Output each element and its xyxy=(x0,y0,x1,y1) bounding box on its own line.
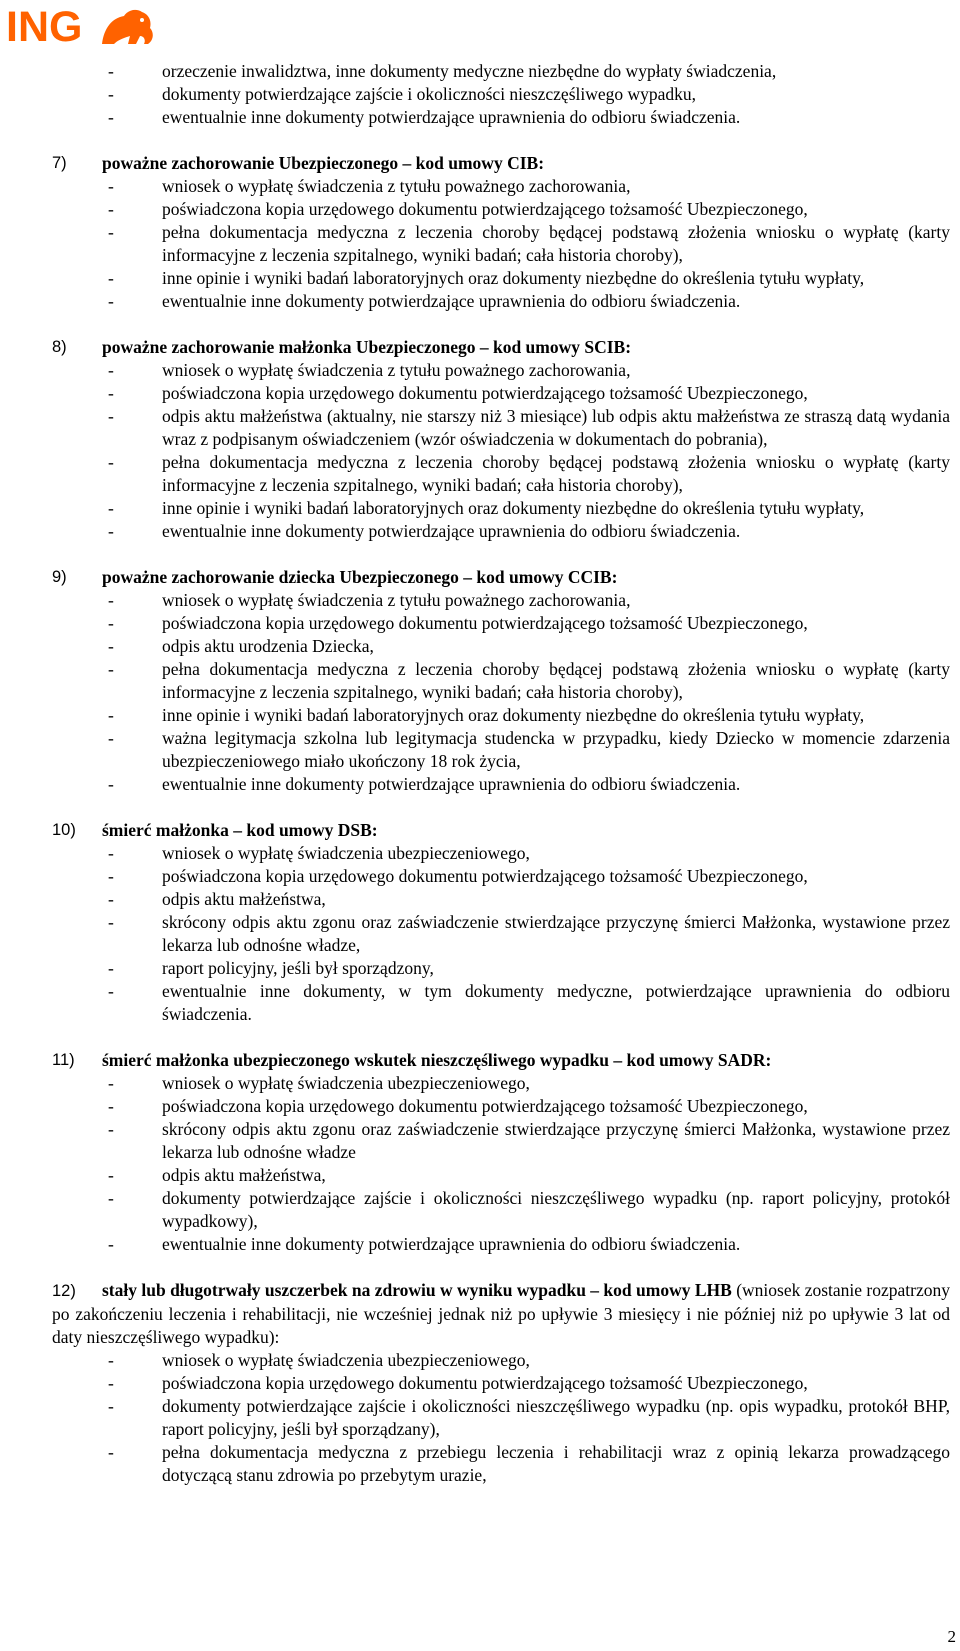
list-item-text: raport policyjny, jeśli był sporządzony, xyxy=(162,958,434,978)
list-dash: - xyxy=(108,636,114,656)
section-number: 10) xyxy=(52,821,76,839)
list-dash: - xyxy=(108,1234,114,1254)
list-dash: - xyxy=(108,521,114,541)
list-item-text: ewentualnie inne dokumenty potwierdzające uprawnienia do odbioru świadczenia. xyxy=(162,1234,741,1254)
list-item xyxy=(52,842,950,865)
list-item xyxy=(52,957,950,980)
list-item xyxy=(52,658,950,704)
section-title: śmierć małżonka ubezpieczonego wskutek nieszczęśliwego wypadku – kod umowy SADR: xyxy=(102,1050,772,1070)
list-dash: - xyxy=(108,866,114,886)
list-item xyxy=(52,980,950,1026)
list-dash: - xyxy=(108,268,114,288)
ing-logo xyxy=(6,4,156,50)
list-item-text: wniosek o wypłatę świadczenia ubezpieczeniowego, xyxy=(162,1350,530,1370)
list-item-text: skrócony odpis aktu zgonu oraz zaświadczenie stwierdzające przyczynę śmierci Małżonka, wystawione przez lekarza lub odnośne władze xyxy=(162,1119,950,1162)
list-item-text: poświadczona kopia urzędowego dokumentu potwierdzającego tożsamość Ubezpieczonego, xyxy=(162,1373,808,1393)
list-item xyxy=(52,1118,950,1164)
list-dash: - xyxy=(108,360,114,380)
list-item-text: ewentualnie inne dokumenty potwierdzające uprawnienia do odbioru świadczenia. xyxy=(162,774,741,794)
list-item xyxy=(52,198,950,221)
section-title-wrap xyxy=(102,152,950,175)
list-item xyxy=(52,1233,950,1256)
list-dash: - xyxy=(108,1350,114,1370)
list-item xyxy=(52,589,950,612)
list-item-text: dokumenty potwierdzające zajście i okoliczności nieszczęśliwego wypadku (np. opis wypadku, protokół BHP, raport policyjny, jeśli był sporządzany), xyxy=(162,1396,950,1439)
list-dash: - xyxy=(108,1396,114,1416)
list-item-text: inne opinie i wyniki badań laboratoryjnych oraz dokumenty niezbędne do określenia tytułu wypłaty, xyxy=(162,705,865,725)
list-dash: - xyxy=(108,889,114,909)
list-dash: - xyxy=(108,613,114,633)
section-number: 9) xyxy=(52,568,67,586)
list-item xyxy=(52,865,950,888)
list-item xyxy=(52,888,950,911)
section-heading xyxy=(52,1279,950,1349)
list-item-text: inne opinie i wyniki badań laboratoryjnych oraz dokumenty niezbędne do określenia tytułu wypłaty, xyxy=(162,498,865,518)
list-item-text: wniosek o wypłatę świadczenia ubezpieczeniowego, xyxy=(162,1073,530,1093)
list-dash: - xyxy=(108,1442,114,1462)
list-dash: - xyxy=(108,291,114,311)
list-item xyxy=(52,106,950,129)
list-item-text: dokumenty potwierdzające zajście i okoliczności nieszczęśliwego wypadku, xyxy=(162,84,697,104)
list-item xyxy=(52,635,950,658)
section-title: śmierć małżonka – kod umowy DSB: xyxy=(102,820,378,840)
list-item xyxy=(52,1187,950,1233)
list-dash: - xyxy=(108,659,114,679)
section-title-wrap xyxy=(102,819,950,842)
list-item xyxy=(52,451,950,497)
list-dash: - xyxy=(108,1119,114,1139)
logo-text: ING xyxy=(6,3,83,51)
list-dash: - xyxy=(108,843,114,863)
section xyxy=(52,1279,950,1487)
list-dash: - xyxy=(108,981,114,1001)
list-item-text: ważna legitymacja szkolna lub legitymacja studencka w przypadku, kiedy Dziecko w momencie zdarzenia ubezpieczeniowego miało ukończony 18 rok życia, xyxy=(162,728,950,771)
list-item xyxy=(52,1164,950,1187)
list-dash: - xyxy=(108,176,114,196)
list-item xyxy=(52,773,950,796)
list-dash: - xyxy=(108,705,114,725)
list-item xyxy=(52,704,950,727)
list-dash: - xyxy=(108,222,114,242)
list-item xyxy=(52,1095,950,1118)
list-dash: - xyxy=(108,590,114,610)
list-dash: - xyxy=(108,452,114,472)
list-item-text: pełna dokumentacja medyczna z przebiegu leczenia i rehabilitacji wraz z opinią lekarza prowadzącego dotyczącą stanu zdrowia po przebytym urazie, xyxy=(162,1442,950,1485)
section-note: (wniosek zostanie rozpatrzony po zakończeniu leczenia i rehabilitacji, nie wcześniej jednak niż po upływie 3 miesięcy i nie później niż po upływie 3 lat od daty nieszczęśliwego wypadku): xyxy=(52,1280,950,1347)
section xyxy=(52,819,950,1026)
list-item-text: odpis aktu małżeństwa (aktualny, nie starszy niż 3 miesiące) lub odpis aktu małżeństwa ze straszą datą wydania wraz z podpisanym oświadczeniem (wzór oświadczenia w dokumentach do pobrania), xyxy=(162,406,950,449)
list-item-text: pełna dokumentacja medyczna z leczenia choroby będącej podstawą złożenia wniosku o wypłatę (karty informacyjne z leczenia szpitalnego, wyniki badań; cała historia choroby), xyxy=(162,452,950,495)
list-item xyxy=(52,497,950,520)
document-body xyxy=(52,60,950,1487)
section-title: poważne zachorowanie Ubezpieczonego – kod umowy CIB: xyxy=(102,153,545,173)
section xyxy=(52,336,950,543)
section-number: 8) xyxy=(52,338,67,356)
list-item-text: poświadczona kopia urzędowego dokumentu potwierdzającego tożsamość Ubezpieczonego, xyxy=(162,383,808,403)
list-item-text: poświadczona kopia urzędowego dokumentu potwierdzającego tożsamość Ubezpieczonego, xyxy=(162,866,808,886)
list-dash: - xyxy=(108,84,114,104)
list-item xyxy=(52,83,950,106)
list-item-text: poświadczona kopia urzędowego dokumentu potwierdzającego tożsamość Ubezpieczonego, xyxy=(162,199,808,219)
section-heading xyxy=(52,819,950,842)
section-heading xyxy=(52,152,950,175)
list-dash: - xyxy=(108,498,114,518)
list-item xyxy=(52,359,950,382)
list-item-text: ewentualnie inne dokumenty potwierdzające uprawnienia do odbioru świadczenia. xyxy=(162,291,741,311)
list-dash: - xyxy=(108,1073,114,1093)
section-heading xyxy=(52,336,950,359)
list-item-text: wniosek o wypłatę świadczenia z tytułu poważnego zachorowania, xyxy=(162,590,631,610)
list-item xyxy=(52,1349,950,1372)
list-item-text: poświadczona kopia urzędowego dokumentu potwierdzającego tożsamość Ubezpieczonego, xyxy=(162,1096,808,1116)
list-item xyxy=(52,1372,950,1395)
list-item xyxy=(52,520,950,543)
section-heading xyxy=(52,566,950,589)
page-number: 2 xyxy=(947,1627,956,1646)
list-item-text: pełna dokumentacja medyczna z leczenia choroby będącej podstawą złożenia wniosku o wypłatę (karty informacyjne z leczenia szpitalnego, wyniki badań; cała historia choroby), xyxy=(162,222,950,265)
list-item-text: odpis aktu małżeństwa, xyxy=(162,1165,326,1185)
list-dash: - xyxy=(108,1188,114,1208)
section-title: stały lub długotrwały uszczerbek na zdrowiu w wyniku wypadku – kod umowy LHB xyxy=(102,1280,732,1300)
list-item xyxy=(52,267,950,290)
section-title-wrap xyxy=(102,1049,950,1072)
section xyxy=(52,1049,950,1256)
list-item-text: orzeczenie inwalidztwa, inne dokumenty medyczne niezbędne do wypłaty świadczenia, xyxy=(162,61,777,81)
section xyxy=(52,152,950,313)
list-item xyxy=(52,382,950,405)
list-item-text: wniosek o wypłatę świadczenia z tytułu poważnego zachorowania, xyxy=(162,360,631,380)
section-title: poważne zachorowanie małżonka Ubezpieczonego – kod umowy SCIB: xyxy=(102,337,632,357)
list-item-text: odpis aktu małżeństwa, xyxy=(162,889,326,909)
section-title-wrap xyxy=(52,1280,950,1347)
section-title-wrap xyxy=(102,566,950,589)
list-item-text: pełna dokumentacja medyczna z leczenia choroby będącej podstawą złożenia wniosku o wypłatę (karty informacyjne z leczenia szpitalnego, wyniki badań; cała historia choroby), xyxy=(162,659,950,702)
list-dash: - xyxy=(108,1096,114,1116)
list-item-text: dokumenty potwierdzające zajście i okoliczności nieszczęśliwego wypadku (np. raport policyjny, protokół wypadkowy), xyxy=(162,1188,950,1231)
list-item-text: odpis aktu urodzenia Dziecka, xyxy=(162,636,374,656)
list-item xyxy=(52,727,950,773)
lion-icon xyxy=(98,6,158,50)
list-item xyxy=(52,1441,950,1487)
list-item-text: wniosek o wypłatę świadczenia z tytułu poważnego zachorowania, xyxy=(162,176,631,196)
list-item-text: ewentualnie inne dokumenty, w tym dokumenty medyczne, potwierdzające uprawnienia do odbioru świadczenia. xyxy=(162,981,950,1024)
list-dash: - xyxy=(108,774,114,794)
section-title-wrap xyxy=(102,336,950,359)
list-item-text: skrócony odpis aktu zgonu oraz zaświadczenie stwierdzające przyczynę śmierci Małżonka, wystawione przez lekarza lub odnośne władze, xyxy=(162,912,950,955)
section-heading xyxy=(52,1049,950,1072)
list-dash: - xyxy=(108,199,114,219)
list-dash: - xyxy=(108,383,114,403)
list-item xyxy=(52,1395,950,1441)
list-dash: - xyxy=(108,1373,114,1393)
list-dash: - xyxy=(108,107,114,127)
list-item-text: poświadczona kopia urzędowego dokumentu potwierdzającego tożsamość Ubezpieczonego, xyxy=(162,613,808,633)
section xyxy=(52,566,950,796)
list-item xyxy=(52,60,950,83)
list-dash: - xyxy=(108,61,114,81)
list-item xyxy=(52,175,950,198)
list-item xyxy=(52,911,950,957)
list-dash: - xyxy=(108,406,114,426)
list-item-text: wniosek o wypłatę świadczenia ubezpieczeniowego, xyxy=(162,843,530,863)
section-number: 11) xyxy=(52,1051,75,1069)
list-item-text: ewentualnie inne dokumenty potwierdzające uprawnienia do odbioru świadczenia. xyxy=(162,107,741,127)
list-dash: - xyxy=(108,728,114,748)
list-dash: - xyxy=(108,1165,114,1185)
list-dash: - xyxy=(108,912,114,932)
list-item xyxy=(52,612,950,635)
section-number: 12) xyxy=(52,1282,76,1300)
section-title: poważne zachorowanie dziecka Ubezpieczonego – kod umowy CCIB: xyxy=(102,567,618,587)
list-item xyxy=(52,290,950,313)
list-dash: - xyxy=(108,958,114,978)
list-item xyxy=(52,1072,950,1095)
section-number: 7) xyxy=(52,154,67,172)
list-item xyxy=(52,221,950,267)
list-item-text: inne opinie i wyniki badań laboratoryjnych oraz dokumenty niezbędne do określenia tytułu wypłaty, xyxy=(162,268,865,288)
list-item xyxy=(52,405,950,451)
list-item-text: ewentualnie inne dokumenty potwierdzające uprawnienia do odbioru świadczenia. xyxy=(162,521,741,541)
